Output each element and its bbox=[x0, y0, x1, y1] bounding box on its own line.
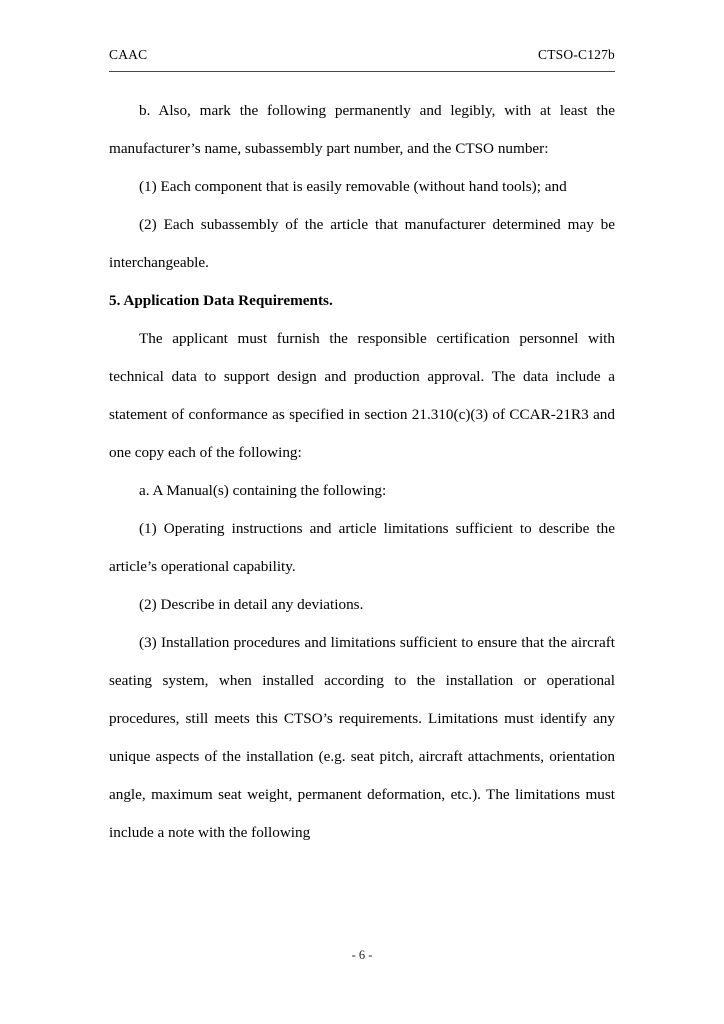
page-footer bbox=[109, 948, 615, 963]
list-item-subassembly-interchangeable: (2) Each subassembly of the article that manufacturer determined may be interchangeable. bbox=[109, 216, 615, 271]
list-item-component-removable: (1) Each component that is easily removable (without hand tools); and bbox=[139, 178, 567, 195]
header-divider bbox=[109, 71, 615, 72]
page-header bbox=[109, 48, 615, 63]
list-item-manual: a. A Manual(s) containing the following: bbox=[139, 482, 387, 499]
paragraph-applicant-technical-data: The applicant must furnish the responsible certification personnel with technical data to support design and production approval. The data include a statement of conformance as specified in section 21.310(c)(3) of CCAR-21R3 and one copy each of the following: bbox=[109, 330, 615, 461]
list-item-installation-procedures: (3) Installation procedures and limitations sufficient to ensure that the aircraft seating system, when installed according to the installation or operational procedures, still meets this CTSO’s requirements. Limitations must identify any unique aspects of the installation (e.g. seat pitch, aircraft attachments, orientation angle, maximum seat weight, permanent deformation, etc.). The limitations must include a note with the following bbox=[109, 634, 615, 841]
header-organization: CAAC bbox=[109, 47, 148, 62]
document-body bbox=[109, 92, 615, 852]
header-document-number: CTSO-C127b bbox=[537, 47, 615, 62]
page-number: - 6 - bbox=[351, 948, 373, 962]
section-heading-application-data-requirements: 5. Application Data Requirements. bbox=[109, 292, 333, 309]
paragraph-marking-requirements: b. Also, mark the following permanently and legibly, with at least the manufacturer’s name, subassembly part number, and the CTSO number: bbox=[109, 102, 615, 157]
list-item-operating-instructions: (1) Operating instructions and article limitations sufficient to describe the article’s operational capability. bbox=[109, 520, 615, 575]
list-item-deviations: (2) Describe in detail any deviations. bbox=[139, 596, 364, 613]
